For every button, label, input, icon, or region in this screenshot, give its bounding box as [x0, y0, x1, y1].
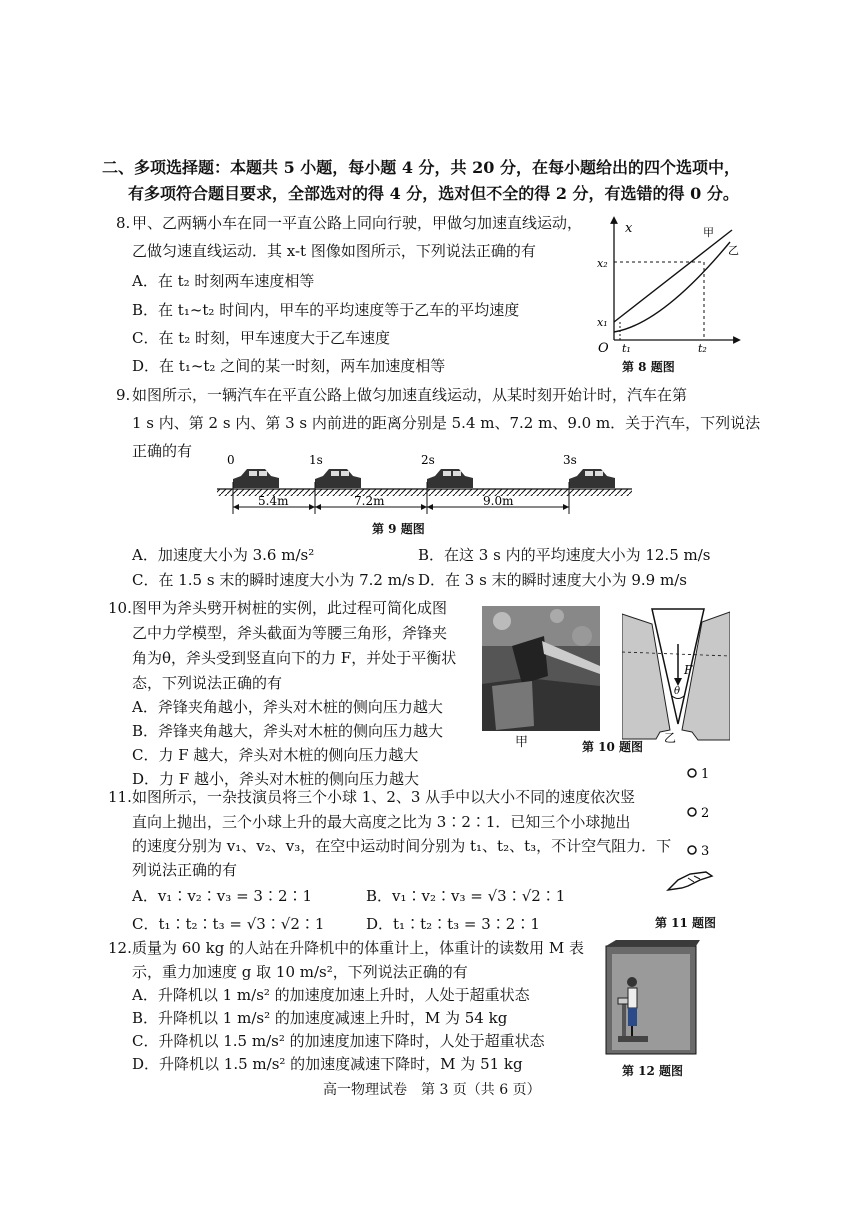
q9-time-2: 2s	[421, 453, 435, 467]
q11-option-c: C．t₁∶t₂∶t₃ = √3∶√2∶1	[132, 915, 325, 933]
q8-option-d: D．在 t₁~t₂ 之间的某一时刻，两车加速度相等	[132, 357, 446, 375]
q9-time-0: 0	[227, 453, 235, 467]
section-heading-line1: 二、多项选择题：本题共 5 小题，每小题 4 分，共 20 分，在每小题给出的四个选项中，	[102, 158, 740, 177]
q10-option-a: A．斧锋夹角越小，斧头对木桩的侧向压力越大	[132, 698, 443, 716]
q11-number: 11.	[108, 788, 132, 806]
q8-label-x2: x₂	[597, 257, 608, 270]
q9-car-diagram	[215, 452, 635, 524]
q10-stem-line4: 态，下列说法正确的有	[132, 674, 283, 692]
q11-ball-1	[688, 769, 696, 777]
q10-option-b: B．斧锋夹角越大，斧头对木桩的侧向压力越大	[132, 722, 444, 740]
q11-ball-2	[688, 808, 696, 816]
q8-stem-line2: 乙做匀速直线运动．其 x-t 图像如图所示，下列说法正确的有	[132, 242, 536, 260]
q8-label-origin: O	[598, 341, 609, 356]
q11-ball-label-2: 2	[701, 806, 710, 821]
q12-stem-line2: 示，重力加速度 g 取 10 m/s²，下列说法正确的有	[132, 963, 468, 981]
q10-axe-photo	[482, 606, 600, 731]
q12-option-a: A．升降机以 1 m/s² 的加速度加速上升时，人处于超重状态	[132, 986, 530, 1004]
q9-time-3: 3s	[563, 453, 577, 467]
q9-time-1: 1s	[309, 453, 323, 467]
q12-elevator-figure	[604, 940, 700, 1056]
q11-hand	[668, 872, 712, 890]
q8-xt-graph	[592, 212, 742, 357]
q12-number: 12.	[108, 939, 132, 957]
q11-ball-label-3: 3	[701, 844, 710, 859]
q9-dist-3: 9.0m	[483, 494, 514, 508]
q8-line-yi	[614, 230, 732, 322]
q10-stem-line2: 乙中力学模型，斧头截面为等腰三角形，斧锋夹	[132, 624, 448, 642]
q11-option-a: A．v₁∶v₂∶v₃ = 3∶2∶1	[132, 887, 313, 905]
q12-caption: 第 12 题图	[622, 1064, 684, 1078]
q8-option-b: B．在 t₁~t₂ 时间内，甲车的平均速度等于乙车的平均速度	[132, 301, 520, 319]
q11-stem-line1: 如图所示，一杂技演员将三个小球 1、2、3 从手中以大小不同的速度依次竖	[132, 788, 636, 806]
q11-stem-line3: 的速度分别为 v₁、v₂、v₃，在空中运动时间分别为 t₁、t₂、t₃，不计空气阻力．下	[132, 837, 672, 855]
q11-option-d: D．t₁∶t₂∶t₃ = 3∶2∶1	[366, 915, 540, 933]
q10-force-label: F	[684, 663, 693, 677]
q8-label-t2: t₂	[698, 342, 707, 355]
q9-caption: 第 9 题图	[372, 522, 425, 536]
q8-label-jia: 甲	[703, 226, 714, 239]
section-heading-line2: 有多项符合题目要求，全部选对的得 4 分，选对但不全的得 2 分，有选错的得 0 分。	[128, 184, 739, 203]
q11-stem-line4: 列说法正确的有	[132, 861, 238, 879]
q11-stem-line2: 直向上抛出，三个小球上升的最大高度之比为 3∶2∶1．已知三个小球抛出	[132, 813, 631, 831]
q11-balls-figure	[660, 762, 720, 902]
page-footer: 高一物理试卷 第 3 页（共 6 页）	[323, 1082, 541, 1098]
q10-angle-label: θ	[674, 686, 681, 697]
q9-stem-line3: 正确的有	[132, 442, 193, 460]
q10-stem-line1: 图甲为斧头劈开树桩的实例，此过程可简化成图	[132, 599, 448, 617]
q8-option-c: C．在 t₂ 时刻，甲车速度大于乙车速度	[132, 329, 391, 347]
q12-option-b: B．升降机以 1 m/s² 的加速度减速上升时，M 为 54 kg	[132, 1009, 508, 1027]
q8-label-x1: x₁	[597, 316, 608, 329]
q10-label-jia: 甲	[515, 735, 529, 750]
q12-option-d: D．升降机以 1.5 m/s² 的加速度减速下降时，M 为 51 kg	[132, 1055, 523, 1073]
q9-option-d: D．在 3 s 末的瞬时速度大小为 9.9 m/s	[418, 571, 687, 589]
q10-caption: 第 10 题图	[582, 740, 644, 754]
q12-stem-line1: 质量为 60 kg 的人站在升降机中的体重计上，体重计的读数用 M 表	[132, 939, 584, 957]
q8-label-t1: t₁	[622, 342, 631, 355]
q12-option-c: C．升降机以 1.5 m/s² 的加速度加速下降时，人处于超重状态	[132, 1032, 545, 1050]
q9-option-c: C．在 1.5 s 末的瞬时速度大小为 7.2 m/s	[132, 571, 415, 589]
q9-car-0	[233, 469, 279, 488]
q8-label-yi: 乙	[728, 244, 739, 257]
q8-caption: 第 8 题图	[622, 360, 675, 374]
q9-car-1	[315, 469, 361, 488]
q9-stem-line1: 如图所示，一辆汽车在平直公路上做匀加速直线运动，从某时刻开始计时，汽车在第	[132, 386, 688, 404]
q11-option-b: B．v₁∶v₂∶v₃ = √3∶√2∶1	[366, 887, 566, 905]
q8-label-x: x	[625, 221, 633, 236]
q10-stem-line3: 角为θ，斧头受到竖直向下的力 F，并处于平衡状	[132, 649, 457, 667]
q9-number: 9.	[116, 386, 131, 404]
q9-option-b: B．在这 3 s 内的平均速度大小为 12.5 m/s	[418, 546, 711, 564]
q10-label-yi: 乙	[664, 731, 677, 745]
q10-wedge-model	[622, 604, 730, 746]
q12-scale	[618, 1036, 648, 1042]
q10-number: 10.	[108, 599, 132, 617]
q10-option-c: C．力 F 越大，斧头对木桩的侧向压力越大	[132, 746, 419, 764]
q9-stem-line2: 1 s 内、第 2 s 内、第 3 s 内前进的距离分别是 5.4 m、7.2 m、9.0 m．关于汽车，下列说法	[132, 414, 761, 432]
q9-option-a: A．加速度大小为 3.6 m/s²	[132, 546, 315, 564]
q9-car-2	[427, 469, 473, 488]
q11-ball-label-1: 1	[701, 767, 710, 782]
q8-curve-jia	[614, 242, 730, 332]
q8-stem-line1: 甲、乙两辆小车在同一平直公路上同向行驶，甲做匀加速直线运动，	[132, 214, 583, 232]
q9-dist-2: 7.2m	[354, 494, 385, 508]
q11-caption: 第 11 题图	[655, 916, 717, 930]
q9-dist-1: 5.4m	[258, 494, 289, 508]
q12-person	[627, 977, 637, 987]
q10-option-d: D．力 F 越小，斧头对木桩的侧向压力越大	[132, 770, 419, 788]
q9-car-3	[569, 469, 615, 488]
q8-number: 8.	[116, 214, 131, 232]
q8-option-a: A．在 t₂ 时刻两车速度相等	[132, 272, 315, 290]
q11-ball-3	[688, 846, 696, 854]
